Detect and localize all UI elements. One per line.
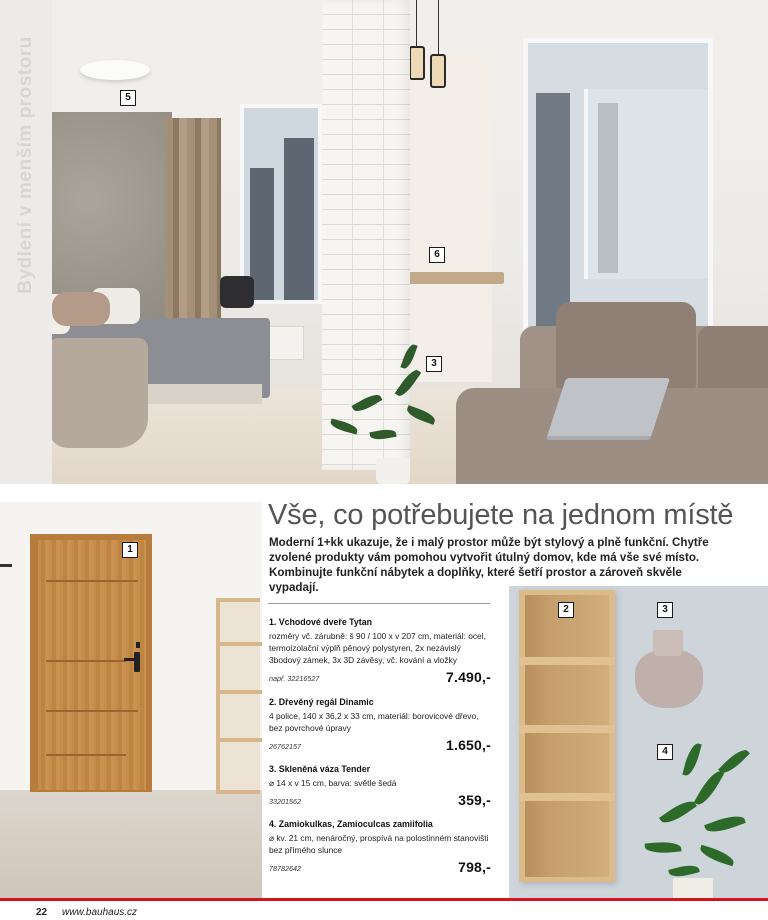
callout-marker: 3 bbox=[426, 356, 442, 372]
headline: Vše, co potřebujete na jednom místě bbox=[268, 499, 734, 531]
callout-marker: 6 bbox=[429, 247, 445, 263]
ceiling-lamp bbox=[80, 60, 150, 80]
product-code: 26762157 bbox=[269, 742, 301, 751]
window-left bbox=[240, 104, 322, 304]
entrance-door bbox=[38, 540, 146, 790]
product-title: 1. Vchodové dveře Tytan bbox=[269, 617, 372, 627]
product-price: 359,- bbox=[458, 792, 491, 808]
callout-marker: 5 bbox=[120, 90, 136, 106]
product-title: 4. Zamiokulkas, Zamioculcas zamiifolia bbox=[269, 819, 433, 829]
door-photo bbox=[0, 502, 262, 899]
pillow bbox=[52, 292, 110, 326]
wall-hook bbox=[0, 564, 12, 567]
floor bbox=[0, 790, 262, 899]
wooden-shelf bbox=[519, 590, 615, 882]
pillow bbox=[220, 276, 254, 308]
callout-marker: 1 bbox=[122, 542, 138, 558]
product-description: 4 police, 140 x 36,2 x 33 cm, materiál: borovicové dřevo, bez povrchové úpravy bbox=[269, 711, 479, 733]
plant-pot bbox=[673, 878, 713, 899]
shelf bbox=[216, 598, 260, 794]
product-title: 3. Skleněná váza Tender bbox=[269, 764, 371, 774]
divider bbox=[268, 603, 490, 604]
product-title: 2. Dřevěný regál Dinamic bbox=[269, 697, 374, 707]
window-right bbox=[523, 38, 713, 334]
section-title: Bydlení v menším prostoru bbox=[15, 36, 36, 294]
laptop bbox=[546, 378, 670, 440]
product-code: 33201562 bbox=[269, 797, 301, 806]
callout-marker: 3 bbox=[657, 602, 673, 618]
product-item bbox=[269, 763, 491, 808]
product-description: rozměry vč. zárubně: š 90 / 100 x v 207 cm, materiál: ocel, termoizolační výplň pěnový polystyren, 2x nezávislý 3bodový zámek, 3x 3D závěsy, vč. kování a vložky bbox=[269, 631, 486, 665]
lock-icon bbox=[136, 642, 140, 648]
footer-url: www.bauhaus.cz bbox=[62, 907, 138, 918]
throw-blanket bbox=[48, 338, 148, 448]
product-price: 798,- bbox=[458, 859, 491, 875]
product-item bbox=[269, 696, 491, 753]
product-photo-panel bbox=[509, 586, 768, 899]
callout-marker: 2 bbox=[558, 602, 574, 618]
page-number: 22 bbox=[36, 907, 48, 918]
product-code: 78782642 bbox=[269, 864, 301, 873]
intro-text: Moderní 1+kk ukazuje, že i malý prostor může být stylový a plně funkční. Chytře zvolené produkty vám pomohou vytvořit útulný domov, kde má vše své místo. Kombinujte funkční nábytek a doplňky, které šetří prostor a zároveň skvěle vypadají. bbox=[269, 536, 709, 594]
door-lever bbox=[124, 658, 138, 661]
product-description: ⌀ 14 x v 15 cm, barva: světle šedá bbox=[269, 778, 397, 788]
product-price: 1.650,- bbox=[446, 737, 491, 753]
product-code: např. 32216527 bbox=[269, 674, 320, 683]
footer-accent-bar bbox=[0, 898, 768, 901]
pendant-lamp bbox=[430, 54, 446, 88]
glass-vase bbox=[633, 630, 705, 712]
callout-marker: 4 bbox=[657, 744, 673, 760]
curtain bbox=[165, 118, 221, 348]
plant-pot bbox=[376, 458, 410, 484]
door-handle bbox=[134, 652, 140, 672]
alcove-wall bbox=[410, 52, 492, 382]
pendant-lamp bbox=[409, 46, 425, 80]
product-description: ⌀ kv. 21 cm, nenáročný, prospívá na polostinném stanovišti bez přímého slunce bbox=[269, 833, 489, 855]
product-item bbox=[269, 818, 491, 875]
product-price: 7.490,- bbox=[446, 669, 491, 685]
product-item bbox=[269, 616, 491, 685]
